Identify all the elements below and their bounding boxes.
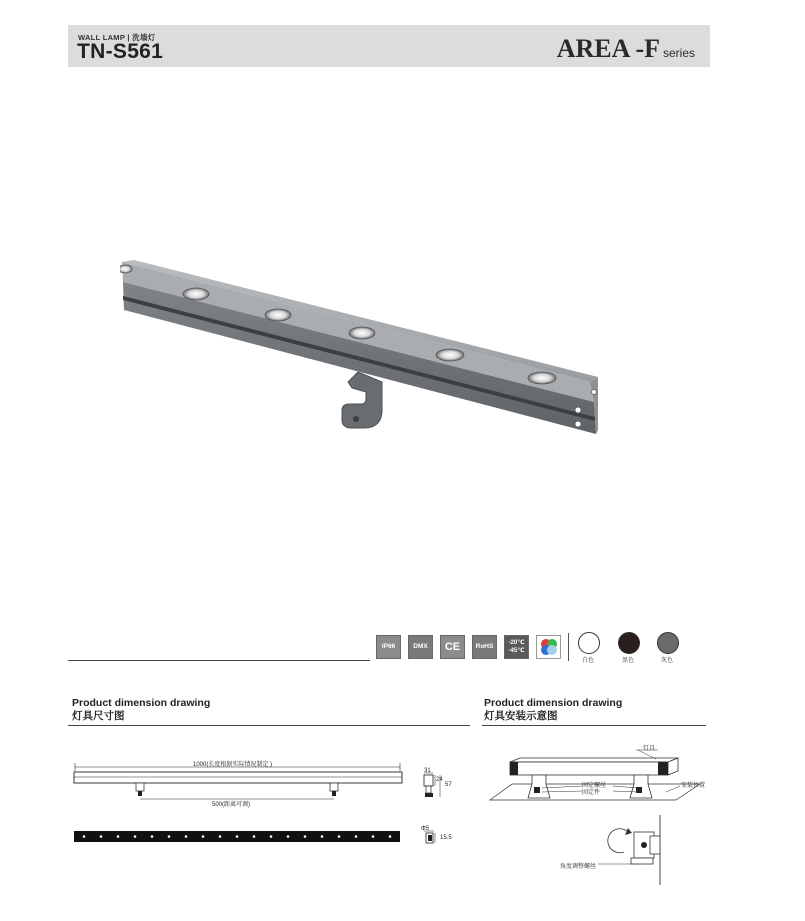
left-title-cn: 灯具尺寸图 [72, 710, 125, 722]
dim-small-side-label: 15.5 [440, 835, 452, 841]
product-hero-image [120, 232, 610, 494]
dim-width-label: 31 [424, 768, 431, 774]
color-divider [568, 633, 569, 661]
installation-drawing [488, 740, 708, 890]
ip66-icon: IP66 [376, 635, 401, 659]
lamp-label: 灯具 [643, 746, 656, 752]
temp-min: -45℃ [508, 648, 525, 654]
dmx-icon: DMX [408, 635, 433, 659]
color-label-black: 黑色 [621, 658, 634, 664]
dim-small-top-label: Φ5 [421, 826, 430, 832]
rgb-icon [536, 635, 561, 659]
screw-label: 固定螺丝 [582, 783, 607, 789]
position-label: 安装位置 [681, 783, 706, 789]
temperature-icon [504, 635, 529, 659]
color-label-gray: 灰色 [660, 658, 673, 664]
certification-icons [376, 635, 561, 659]
series-area [557, 34, 695, 64]
color-label-white: 白色 [581, 658, 594, 664]
left-section-rule [68, 725, 470, 726]
spacing-label: 500(距离可调) [212, 802, 251, 808]
length-label: 1000(长度根据实际情况制定 ) [193, 762, 273, 768]
dim-height-inner-label: 24 [436, 777, 443, 783]
angle-screw-label: 角度调整螺丝 [560, 864, 597, 870]
series-word: series [662, 46, 695, 60]
dimension-drawing [68, 755, 468, 855]
color-swatch-gray [657, 632, 679, 654]
color-swatch-black [618, 632, 640, 654]
ce-icon: CE [440, 635, 465, 659]
fixer-label: 固定件 [582, 790, 601, 796]
left-section-title [72, 697, 210, 723]
rohs-icon: RoHS [472, 635, 497, 659]
left-title-en: Product dimension drawing [72, 697, 211, 709]
right-section-title [484, 697, 622, 723]
product-model: TN-S561 [77, 40, 164, 63]
product-category: WALL LAMP | 洗墙灯 [78, 33, 156, 42]
temp-max: -20℃ [508, 640, 525, 646]
separator-line [68, 660, 370, 661]
area-name: AREA -F [556, 34, 660, 63]
header-band [68, 25, 710, 67]
color-swatch-white [578, 632, 600, 654]
right-title-en: Product dimension drawing [484, 697, 623, 709]
right-section-rule [482, 725, 706, 726]
right-title-cn: 灯具安装示意图 [484, 710, 558, 722]
dim-height-label: 57 [445, 782, 452, 788]
